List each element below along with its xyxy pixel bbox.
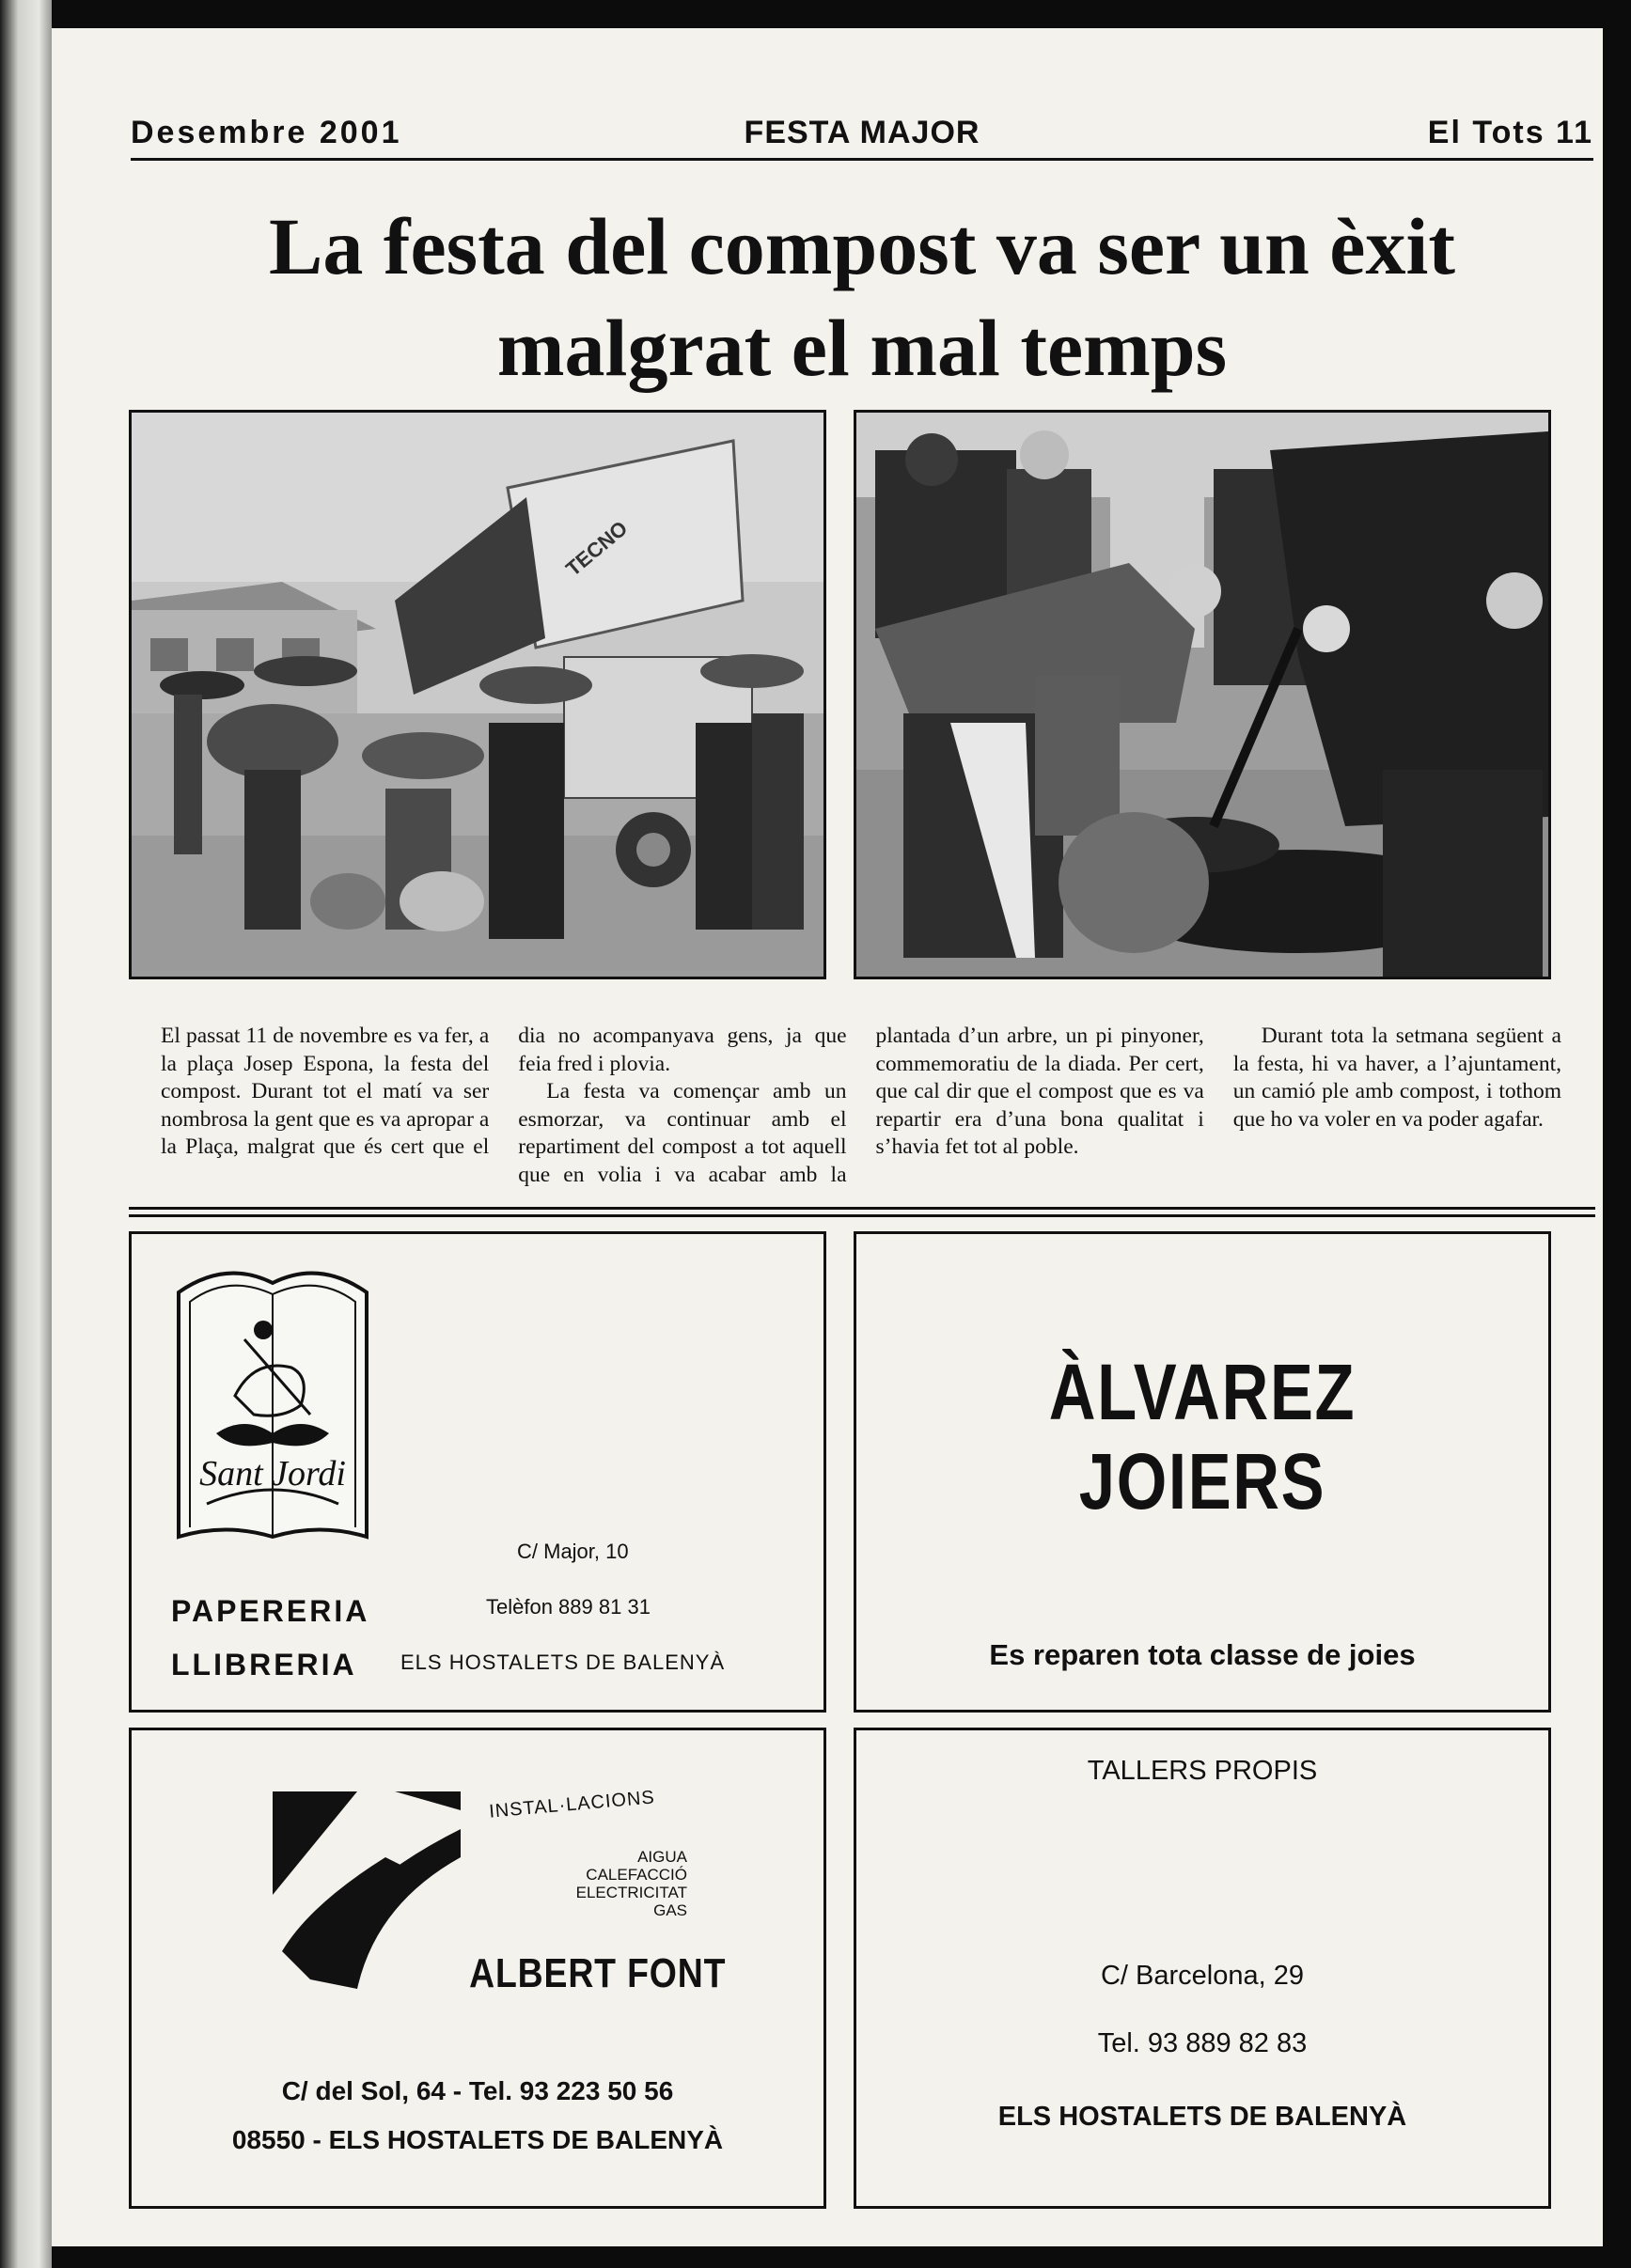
- albert-font-brand: ALBERT FONT: [469, 1950, 727, 1996]
- service-item: CALEFACCIÓ: [586, 1866, 687, 1884]
- newspaper-page: [52, 28, 1603, 2246]
- service-item: GAS: [653, 1901, 687, 1919]
- joiers-name-line-2: JOIERS: [1078, 1437, 1326, 1525]
- ad-albert-font: [129, 1728, 826, 2209]
- headline-line-1: La festa del compost va ser un èxit: [268, 201, 1456, 291]
- article-body: [161, 1023, 1561, 1189]
- article-paragraph: Durant tota la setmana següent a la festa, hi va haver, a l’ajuntament, un camió ple amb compost, i tothom que ho va voler en va poder agafar.: [1232, 1024, 1561, 1132]
- service-item: ELECTRICITAT: [575, 1884, 687, 1901]
- installations-label: INSTAL·LACIONS: [488, 1787, 656, 1822]
- albert-font-address: C/ del Sol, 64 - Tel. 93 223 50 56: [281, 2076, 674, 2105]
- article-paragraph: La festa va començar amb un esmorzar, va continuar amb el repartiment del compost a tot aquell que en volia i va acabar amb la plantada d’un arbre, un pi pinyoner, commemoratiu de la diada. Per cert, que cal dir que el compost que es va repartir era d’una bona qualitat i s’havia fet tot al poble.: [518, 1024, 1204, 1187]
- section-title: FESTA MAJOR: [744, 115, 980, 150]
- joiers-name-line-1: ÀLVAREZ: [1048, 1348, 1357, 1436]
- ad-joiers-info: [854, 1728, 1551, 2209]
- joiers-phone: Tel. 93 889 82 83: [1097, 2028, 1308, 2058]
- papereria-phone: Telèfon 889 81 31: [486, 1595, 651, 1619]
- headline-line-2: malgrat el mal temps: [496, 303, 1228, 393]
- photo-compost-truck: [129, 410, 826, 979]
- workshop-label: TALLERS PROPIS: [1087, 1756, 1318, 1786]
- article-paragraph: El passat 11 de novembre es va fer, a la plaça Josep Espona, la festa del compost. Durant tot el matí va ser nombrosa la gent que es va apropar a la Plaça, malgrat que és cert que el dia no acompanyava gens, ja que feia fred i plovia.: [161, 1024, 847, 1159]
- joiers-address: C/ Barcelona, 29: [1100, 1961, 1304, 1991]
- albert-font-logo-icon: [273, 1791, 461, 1989]
- page-header: [131, 115, 1593, 161]
- section-divider-top: [129, 1207, 1595, 1210]
- section-divider-bottom: [129, 1214, 1595, 1217]
- sant-jordi-logo: [169, 1255, 376, 1556]
- truck-logo-text: TECNO: [561, 516, 633, 581]
- papereria-label: PAPERERIA: [171, 1594, 370, 1628]
- ad-alvarez-joiers: [854, 1231, 1551, 1713]
- papereria-town: ELS HOSTALETS DE BALENYÀ: [400, 1650, 726, 1674]
- joiers-town: ELS HOSTALETS DE BALENYÀ: [997, 2102, 1407, 2132]
- issue-date: Desembre 2001: [131, 115, 402, 150]
- ad-papereria-sant-jordi: [129, 1231, 826, 1713]
- services-list: [576, 1848, 687, 1919]
- publication-page: El Tots 11: [1427, 115, 1593, 150]
- joiers-tagline: Es reparen tota classe de joies: [989, 1638, 1416, 1671]
- photo-compost-shoveling: [854, 410, 1551, 979]
- page-binding: [0, 0, 52, 2268]
- service-item: AIGUA: [637, 1848, 687, 1866]
- llibreria-label: LLIBRERIA: [171, 1648, 357, 1681]
- sant-jordi-logo-text: Sant Jordi: [199, 1454, 346, 1494]
- papereria-address: C/ Major, 10: [517, 1540, 629, 1563]
- article-headline: [131, 196, 1593, 399]
- albert-font-town: 08550 - ELS HOSTALETS DE BALENYÀ: [231, 2125, 724, 2154]
